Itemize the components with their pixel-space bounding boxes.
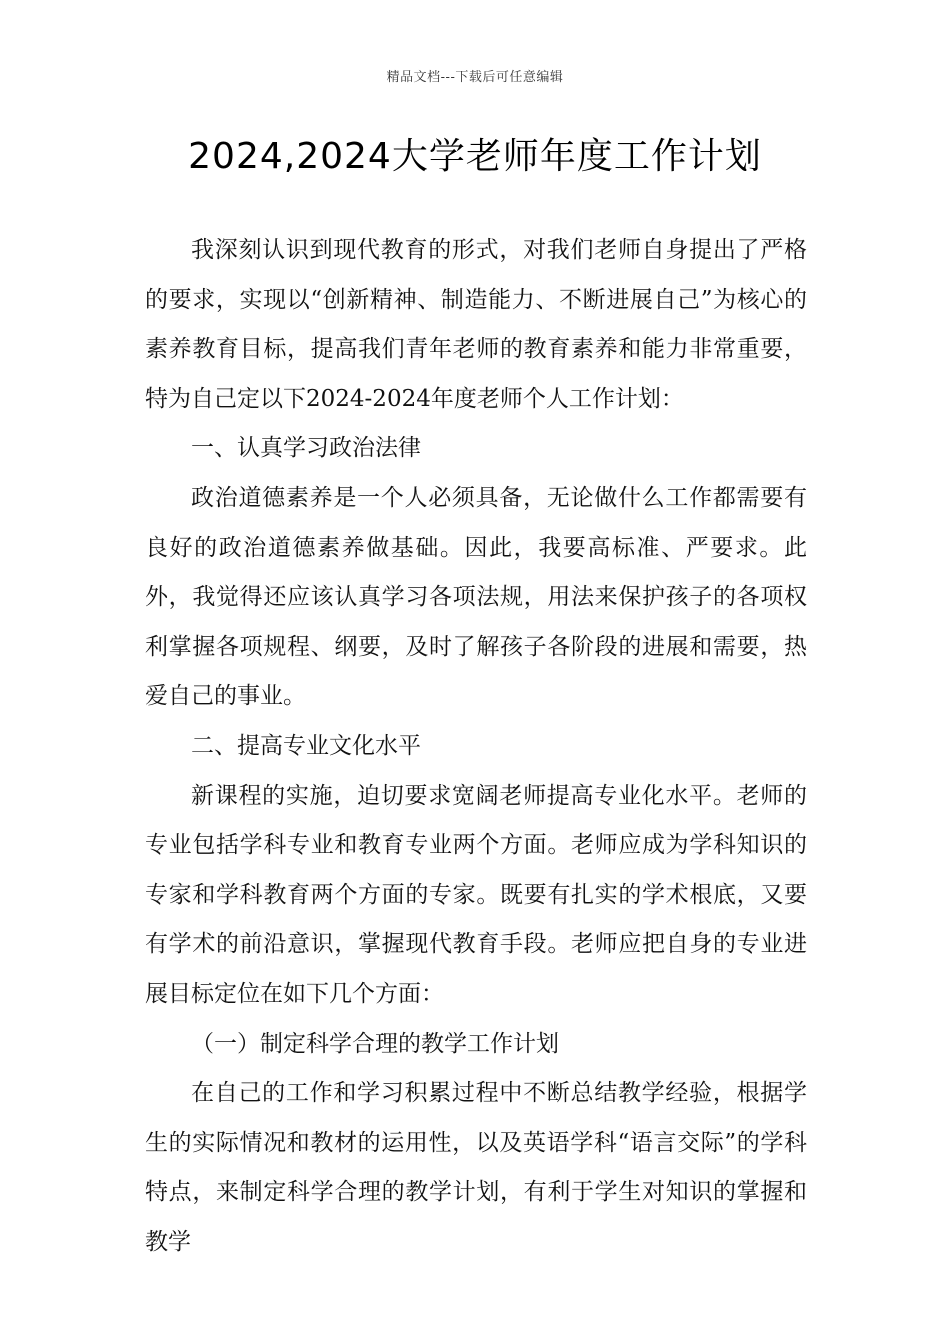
paragraph-intro: 我深刻认识到现代教育的形式，对我们老师自身提出了严格的要求，实现以“创新精神、制造能力、不断进展自己”为核心的素养教育目标，提高我们青年老师的教育素养和能力非常重要，特为自己定以下2024-2024年度老师个人工作计划：: [145, 237, 807, 412]
section-heading-2: 二、提高专业文化水平: [191, 732, 421, 759]
document-title: 2024,2024大学老师年度工作计划: [188, 136, 762, 177]
header-note: 精品文档---下载后可任意编辑: [386, 70, 564, 85]
section-heading-1: 一、认真学习政治法律: [191, 435, 421, 462]
subsection-heading-1: （一）制定科学合理的教学工作计划: [191, 1030, 559, 1057]
paragraph-professional: 新课程的实施，迫切要求宽阔老师提高专业化水平。老师的专业包括学科专业和教育专业两个方面。老师应成为学科知识的专家和学科教育两个方面的专家。既要有扎实的学术根底，又要有学术的前沿意识，掌握现代教育手段。老师应把自身的专业进展目标定位在如下几个方面：: [145, 782, 807, 1007]
paragraph-politics: 政治道德素养是一个人必须具备，无论做什么工作都需要有良好的政治道德素养做基础。因此，我要高标准、严要求。此外，我觉得还应该认真学习各项法规，用法来保护孩子的各项权利掌握各项规程、纲要，及时了解孩子各阶段的进展和需要，热爱自己的事业。: [145, 484, 807, 710]
document-body: [145, 226, 807, 1267]
paragraph-teaching-plan: 在自己的工作和学习积累过程中不断总结教学经验，根据学生的实际情况和教材的运用性，以及英语学科“语言交际”的学科特点，来制定科学合理的教学计划，有利于学生对知识的掌握和教学: [145, 1080, 807, 1255]
